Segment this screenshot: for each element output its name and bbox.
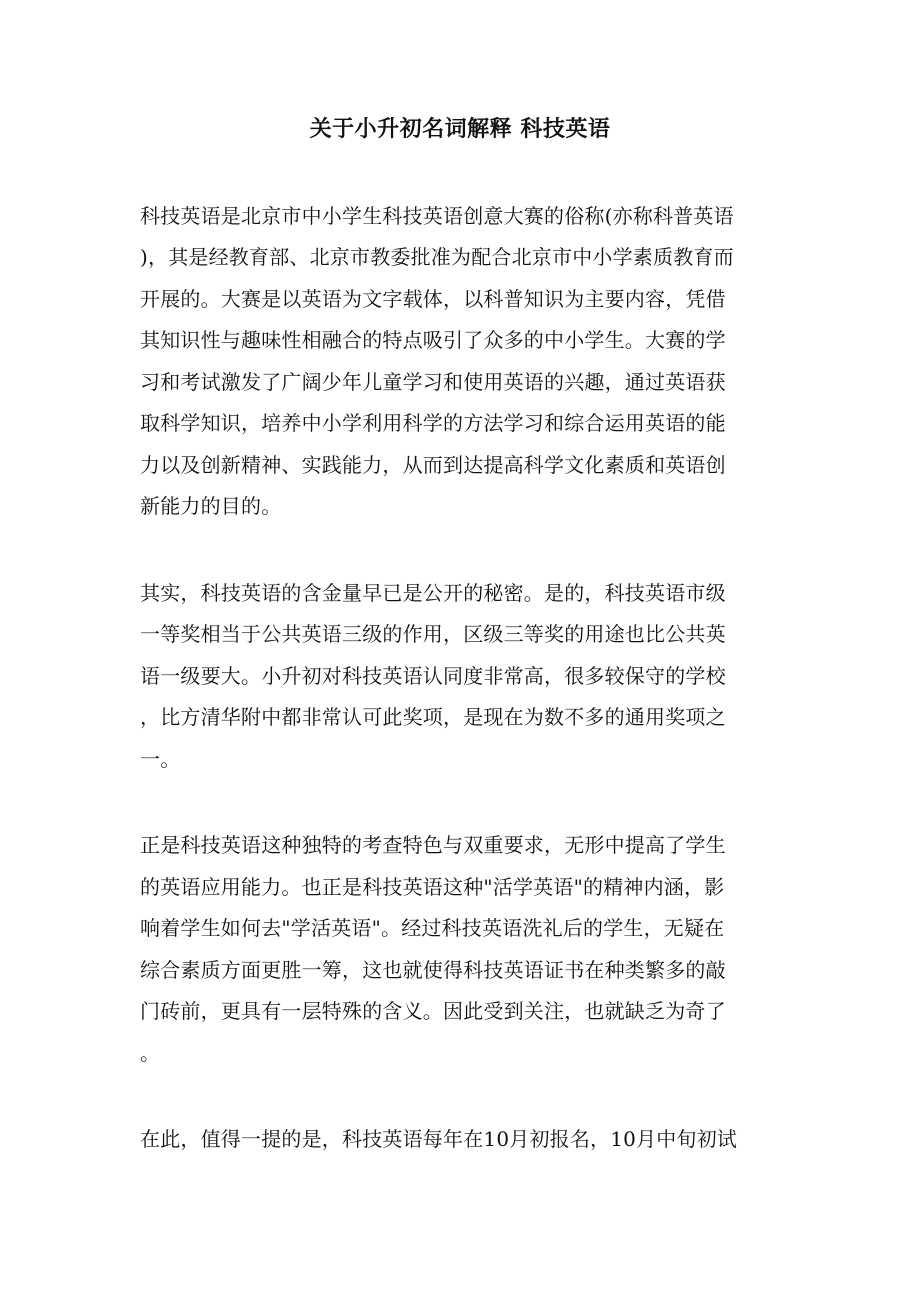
paragraph-2-line-3: 语一级要大。小升初对科技英语认同度非常高，很多较保守的学校 — [140, 664, 726, 688]
paragraph-2-line-5: 一。 — [140, 747, 181, 771]
paragraph-1-line-1: 科技英语是北京市中小学生科技英语创意大赛的俗称(亦称科普英语 — [140, 204, 734, 228]
paragraph-2-line-1: 其实，科技英语的含金量早已是公开的秘密。是的，科技英语市级 — [140, 581, 726, 605]
paragraph-3-line-1: 正是科技英语这种独特的考查特色与双重要求，无形中提高了学生 — [140, 833, 726, 857]
paragraph-1-line-4: 其知识性与趣味性相融合的特点吸引了众多的中小学生。大赛的学 — [140, 328, 726, 352]
document-title: 关于小升初名词解释 科技英语 — [309, 116, 611, 142]
paragraph-2-line-2: 一等奖相当于公共英语三级的作用，区级三等奖的用途也比公共英 — [140, 622, 726, 646]
paragraph-3-line-4: 综合素质方面更胜一筹，这也就使得科技英语证书在种类繁多的敲 — [140, 958, 726, 982]
paragraph-1-line-8: 新能力的目的。 — [140, 494, 282, 518]
paragraph-3-line-2: 的英语应用能力。也正是科技英语这种"活学英语"的精神内涵，影 — [140, 875, 725, 899]
paragraph-2-line-4: ，比方清华附中都非常认可此奖项，是现在为数不多的通用奖项之 — [140, 705, 726, 729]
paragraph-4-line-1: 在此，值得一提的是，科技英语每年在10月初报名，10月中旬初试 — [140, 1127, 738, 1151]
paragraph-1-line-7: 力以及创新精神、实践能力，从而到达提高科学文化素质和英语创 — [140, 453, 726, 477]
paragraph-1-line-6: 取科学知识，培养中小学利用科学的方法学习和综合运用英语的能 — [140, 411, 726, 435]
paragraph-3-line-3: 响着学生如何去"学活英语"。经过科技英语洗礼后的学生，无疑在 — [140, 916, 725, 940]
paragraph-1-line-3: 开展的。大赛是以英语为文字载体，以科普知识为主要内容，凭借 — [140, 287, 726, 311]
paragraph-1-line-5: 习和考试激发了广阔少年儿童学习和使用英语的兴趣，通过英语获 — [140, 370, 726, 394]
paragraph-1-line-2: )，其是经教育部、北京市教委批准为配合北京市中小学素质教育而 — [140, 245, 734, 269]
paragraph-3-line-5: 门砖前，更具有一层特殊的含义。因此受到关注，也就缺乏为奇了 — [140, 999, 726, 1023]
paragraph-3-line-6: 。 — [140, 1041, 161, 1065]
